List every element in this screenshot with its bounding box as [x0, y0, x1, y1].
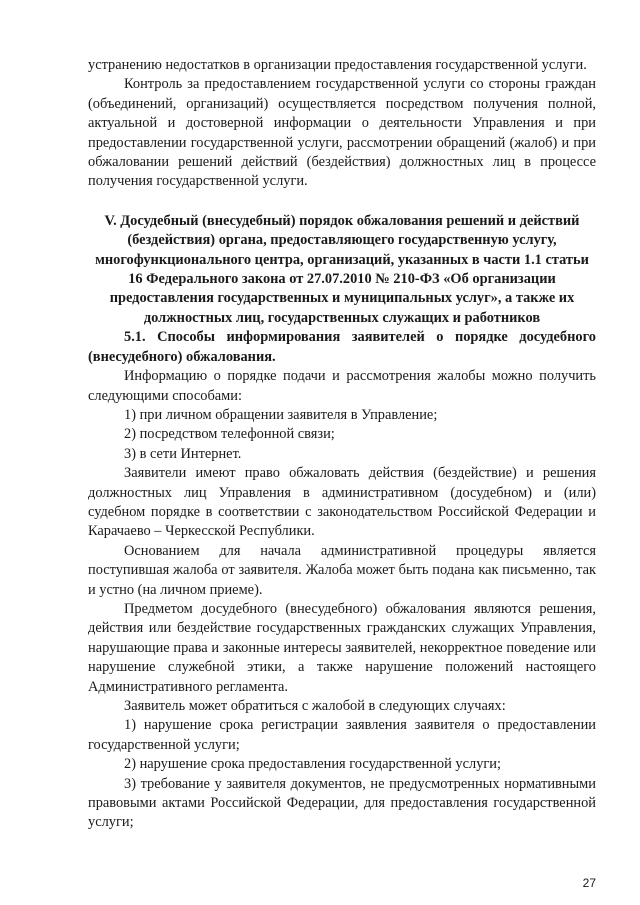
paragraph-information: Информацию о порядке подачи и рассмотрения жалобы можно получить следующими способами:: [88, 368, 596, 404]
list-item: 3) в сети Интернет.: [124, 445, 242, 462]
page-number: 27: [582, 876, 596, 890]
case-item: 1) нарушение срока регистрации заявления заявителя о предоставлении государственной услуги;: [88, 717, 596, 753]
paragraph-grounds: Основанием для начала административной процедуры является поступившая жалоба от заявителя. Жалоба может быть подана как письменно, так и устно (на личном приеме).: [88, 542, 596, 598]
case-item: 3) требование у заявителя документов, не предусмотренных нормативными правовыми актами Российской Федерации, для предоставления государственной услуги;: [88, 775, 596, 831]
document-page: [88, 56, 596, 833]
paragraph-rights: Заявители имеют право обжаловать действия (бездействие) и решения должностных лиц Управления в административном (досудебном) и (или) судебном порядке в соответствии с законодательством Российской Федерации и Карачаево – Черкесской Республики.: [88, 465, 596, 540]
paragraph-control: Контроль за предоставлением государственной услуги со стороны граждан (объединений, организаций) осуществляется посредством получения полной, актуальной и достоверной информации о деятельности Управления и при предоставлении государственной услуги, рассмотрении обращений (жалоб) и при обжаловании решений действий (бездействия) должностных лиц в процессе получения государственной услуги.: [88, 76, 596, 190]
paragraph-subject: Предметом досудебного (внесудебного) обжалования являются решения, действия или бездействие государственных гражданских служащих Управления, нарушающие права и законные интересы заявителей, некорректное поведение или нарушение служебной этики, а также нарушение положений настоящего Административного регламента.: [88, 600, 596, 695]
case-item: 2) нарушение срока предоставления государственной услуги;: [124, 756, 501, 773]
subsection-heading: 5.1. Способы информирования заявителей о порядке досудебного (внесудебного) обжалования.: [88, 329, 596, 365]
list-item: 1) при личном обращении заявителя в Управление;: [124, 406, 438, 423]
spacer: [88, 192, 596, 212]
paragraph-continuation: устранению недостатков в организации предоставления государственной услуги.: [88, 57, 587, 73]
section-heading: V. Досудебный (внесудебный) порядок обжалования решений и действий (бездействия) органа, предоставляющего государственную услугу, многофункционального центра, организаций, указанных в части 1.1 статьи 16 Федерального закона от 27.07.2010 № 210-ФЗ «Об организации предоставления государственных и муниципальных услуг», а также их должностных лиц, государственных служащих и работников: [95, 212, 589, 326]
list-item: 2) посредством телефонной связи;: [124, 426, 335, 443]
paragraph-cases: Заявитель может обратиться с жалобой в следующих случаях:: [124, 698, 506, 714]
